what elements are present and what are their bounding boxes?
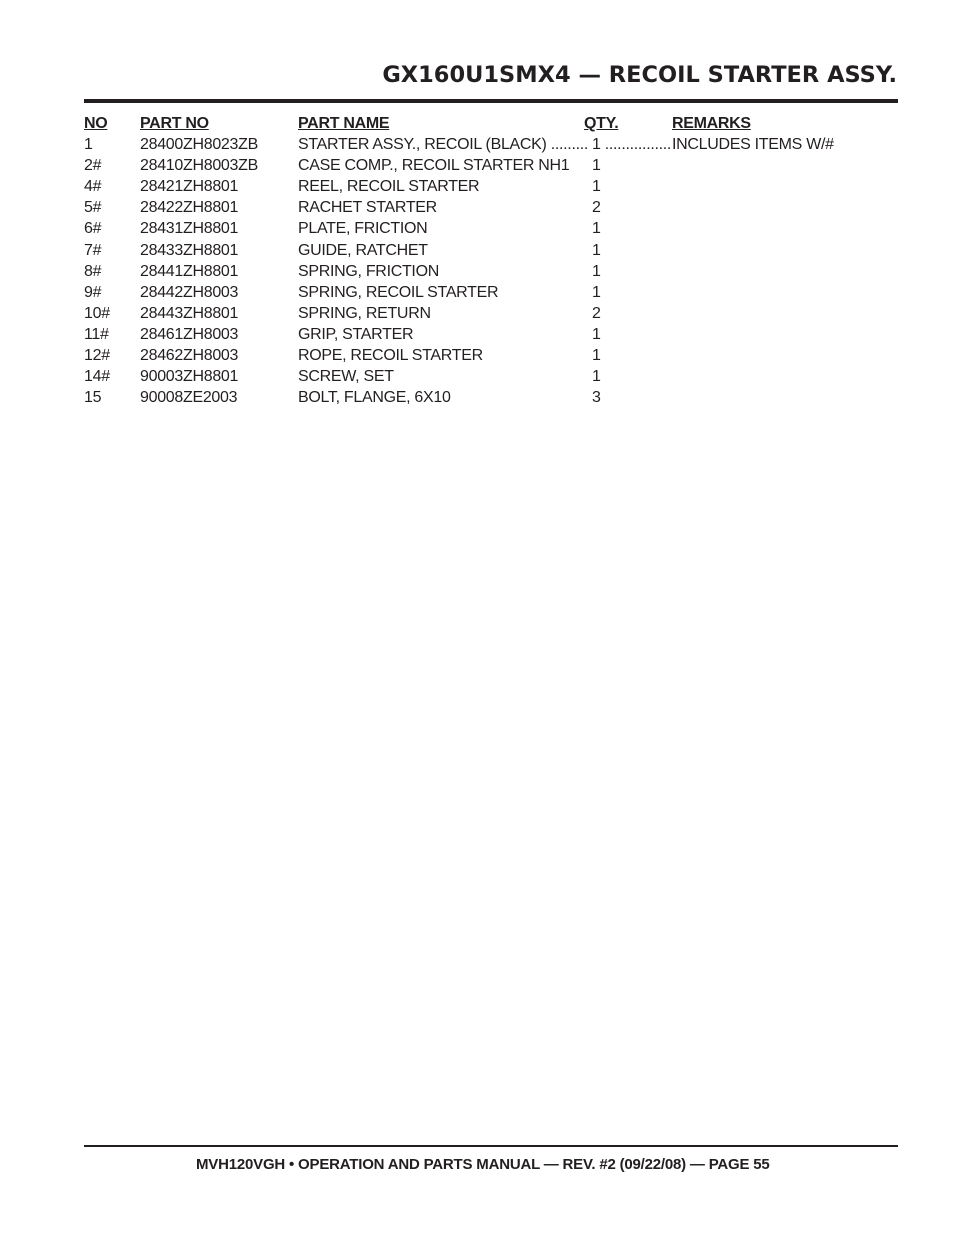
- row-part-name: BOLT, FLANGE, 6X10: [298, 389, 451, 407]
- row-part-name: SPRING, RECOIL STARTER: [298, 283, 499, 301]
- header-remarks: REMARKS: [672, 115, 751, 132]
- row-no: 10#: [84, 304, 110, 322]
- row-no: 6#: [84, 220, 102, 238]
- table-row: [84, 197, 884, 218]
- row-part-name: STARTER ASSY., RECOIL (BLACK) .........: [298, 136, 589, 154]
- table-row: [84, 261, 884, 282]
- row-part-name: REEL, RECOIL STARTER: [298, 178, 480, 196]
- row-no: 15: [84, 389, 102, 407]
- row-part-no: 90008ZE2003: [140, 389, 238, 407]
- row-qty: 1: [592, 325, 601, 343]
- table-row: [84, 324, 884, 345]
- row-part-no: 28443ZH8801: [140, 304, 239, 322]
- row-part-no: 28431ZH8801: [140, 220, 239, 238]
- row-part-name: GRIP, STARTER: [298, 325, 414, 343]
- row-part-no: 28400ZH8023ZB: [140, 136, 258, 154]
- table-header-row: [84, 113, 884, 134]
- row-qty: 1 ................: [592, 136, 672, 154]
- header-qty: QTY.: [584, 115, 619, 132]
- row-no: 2#: [84, 157, 102, 175]
- row-part-name: PLATE, FRICTION: [298, 220, 428, 238]
- row-remarks: INCLUDES ITEMS W/#: [672, 136, 834, 154]
- row-no: 12#: [84, 347, 110, 365]
- row-no: 14#: [84, 368, 110, 386]
- table-row: [84, 345, 884, 366]
- row-part-no: 28442ZH8003: [140, 283, 239, 301]
- row-part-name: ROPE, RECOIL STARTER: [298, 347, 483, 365]
- table-row: [84, 387, 884, 408]
- row-qty: 1: [592, 220, 601, 238]
- row-no: 11#: [84, 325, 109, 343]
- row-part-no: 28461ZH8003: [140, 325, 239, 343]
- row-part-name: CASE COMP., RECOIL STARTER NH1: [298, 157, 570, 175]
- row-part-name: RACHET STARTER: [298, 199, 437, 217]
- table-row: [84, 134, 884, 155]
- row-qty: 1: [592, 283, 601, 301]
- table-row: [84, 366, 884, 387]
- row-part-name: SCREW, SET: [298, 368, 394, 386]
- row-part-no: 90003ZH8801: [140, 368, 239, 386]
- row-no: 5#: [84, 199, 102, 217]
- table-row: [84, 240, 884, 261]
- row-qty: 3: [592, 389, 601, 407]
- header-part-no: PART NO: [140, 115, 209, 132]
- header-no: NO: [84, 115, 108, 132]
- row-part-no: 28433ZH8801: [140, 241, 239, 259]
- row-qty: 1: [592, 157, 601, 175]
- parts-table: [84, 113, 884, 408]
- row-qty: 1: [592, 262, 601, 280]
- row-qty: 2: [592, 304, 601, 322]
- footer-divider: [84, 1145, 898, 1147]
- header-part-name: PART NAME: [298, 115, 390, 132]
- table-row: [84, 303, 884, 324]
- page-title: GX160U1SMX4 — RECOIL STARTER ASSY.: [382, 62, 897, 88]
- table-row: [84, 155, 884, 176]
- title-divider: [84, 99, 898, 103]
- row-qty: 1: [592, 178, 601, 196]
- row-no: 7#: [84, 241, 102, 259]
- table-row: [84, 176, 884, 197]
- row-part-name: GUIDE, RATCHET: [298, 241, 428, 259]
- row-no: 8#: [84, 262, 102, 280]
- row-qty: 1: [592, 241, 601, 259]
- row-part-no: 28422ZH8801: [140, 199, 239, 217]
- row-no: 9#: [84, 283, 102, 301]
- row-no: 4#: [84, 178, 102, 196]
- page-footer: MVH120VGH • OPERATION AND PARTS MANUAL — REV. #2 (09/22/08) — PAGE 55: [196, 1156, 770, 1173]
- row-no: 1: [84, 136, 93, 154]
- row-part-no: 28462ZH8003: [140, 347, 239, 365]
- row-part-name: SPRING, FRICTION: [298, 262, 439, 280]
- row-part-no: 28441ZH8801: [140, 262, 239, 280]
- row-part-name: SPRING, RETURN: [298, 304, 431, 322]
- row-part-no: 28410ZH8003ZB: [140, 157, 258, 175]
- row-qty: 1: [592, 347, 601, 365]
- table-row: [84, 218, 884, 239]
- row-qty: 2: [592, 199, 601, 217]
- table-row: [84, 282, 884, 303]
- row-part-no: 28421ZH8801: [140, 178, 239, 196]
- row-qty: 1: [592, 368, 601, 386]
